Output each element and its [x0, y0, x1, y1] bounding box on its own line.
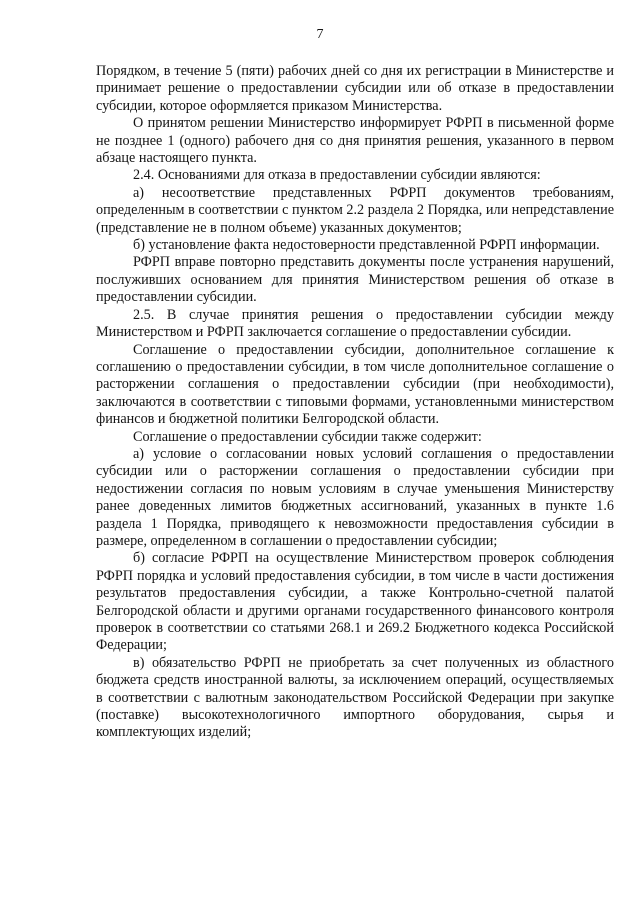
paragraph-agreement-a: а) условие о согласовании новых условий соглашения о предоставлении субсидии или о расторжении соглашения о предоставлении субсидии при недостижении согласия по новым условиям в случае уменьшения Министерству ранее доведенных лимитов бюджетных ассигнований, указанных в пункте 1.6 раздела 1 Порядка, приводящего к невозможности предоставления субсидии в размере, определенном в соглашении о предоставлении субсидии;	[96, 445, 614, 549]
paragraph-2-5: 2.5. В случае принятия решения о предоставлении субсидии между Министерством и РФРП заключается соглашение о предоставлении субсидии.	[96, 306, 614, 341]
paragraph-agreement-contains: Соглашение о предоставлении субсидии также содержит:	[133, 428, 482, 445]
paragraph-notification: О принятом решении Министерство информирует РФРП в письменной форме не позднее 1 (одного) рабочего дня со дня принятия решения, указанного в первом абзаце настоящего пункта.	[96, 115, 614, 167]
paragraph-decision-term: Порядком, в течение 5 (пяти) рабочих дней со дня их регистрации в Министерстве и принимает решение о предоставлении субсидии или об отказе в предоставлении субсидии, которое оформляется приказом Министерства.	[96, 63, 614, 114]
document-body	[96, 63, 614, 742]
paragraph-resubmission: РФРП вправе повторно представить документы после устранения нарушений, послуживших основанием для принятия Министерством решения об отказе в предоставлении субсидии.	[96, 254, 614, 306]
paragraph-2-4-a: а) несоответствие представленных РФРП документов требованиям, определенным в соответствии с пунктом 2.2 раздела 2 Порядка, или непредставление (представление не в полном объеме) указанных документов;	[96, 184, 614, 236]
paragraph-2-4-b: б) установление факта недостоверности представленной РФРП информации.	[133, 237, 600, 254]
page-number: 7	[316, 27, 324, 42]
paragraph-agreement-forms: Соглашение о предоставлении субсидии, дополнительное соглашение к соглашению о предоставлении субсидии, в том числе дополнительное соглашение о расторжении соглашения о предоставлении субсидии (при необходимости), заключаются в соответствии с типовыми формами, установленными министерством финансов и бюджетной политики Белгородской области.	[96, 341, 614, 428]
paragraph-agreement-v: в) обязательство РФРП не приобретать за счет полученных из областного бюджета средств иностранной валюты, за исключением операций, осуществляемых в соответствии с валютным законодательством Российской Федерации при закупке (поставке) высокотехнологичного импортного оборудования, сырья и комплектующих изделий;	[96, 654, 614, 741]
paragraph-2-4-heading: 2.4. Основаниями для отказа в предоставлении субсидии являются:	[133, 167, 541, 184]
paragraph-agreement-b: б) согласие РФРП на осуществление Министерством проверок соблюдения РФРП порядка и условий предоставления субсидии, в том числе в части достижения результатов предоставления субсидии, а также Контрольно-счетной палатой Белгородской области и другими органами государственного финансового контроля проверок в соответствии со статьями 268.1 и 269.2 Бюджетного кодекса Российской Федерации;	[96, 550, 614, 654]
